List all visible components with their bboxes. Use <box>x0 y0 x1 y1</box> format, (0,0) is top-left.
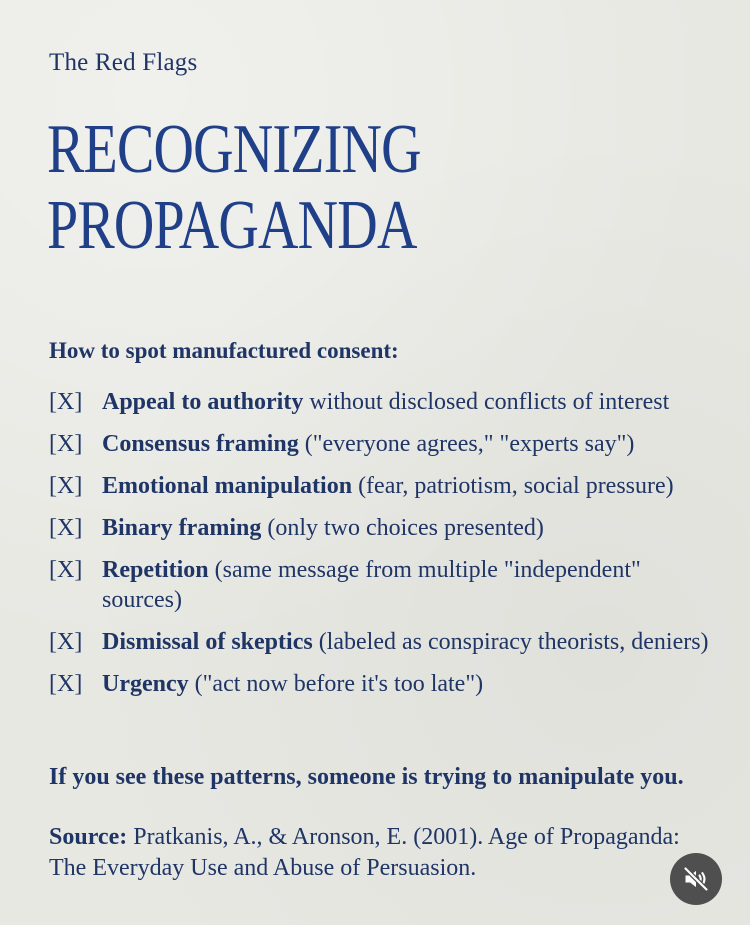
red-flags-list <box>49 387 709 711</box>
section-subhead: How to spot manufactured consent: <box>49 338 399 363</box>
list-item <box>49 555 709 615</box>
source-citation <box>49 822 719 884</box>
title-line-1: RECOGNIZING <box>47 111 421 188</box>
checkbox-marker: [X] <box>49 515 83 541</box>
checkbox-marker: [X] <box>49 629 83 655</box>
list-item <box>49 387 709 417</box>
list-item <box>49 513 709 543</box>
title-line-2: PROPAGANDA <box>47 187 417 264</box>
list-item-title: Dismissal of skeptics <box>102 629 313 655</box>
list-item <box>49 471 709 501</box>
list-item-detail: (labeled as conspiracy theorists, deniers) <box>312 629 709 655</box>
page-title <box>47 112 421 264</box>
list-item <box>49 627 709 657</box>
checkbox-marker: [X] <box>49 431 83 457</box>
list-item-title: Consensus framing <box>102 431 299 457</box>
list-item-detail: without disclosed conflicts of interest <box>303 389 670 415</box>
list-item-title: Emotional manipulation <box>102 473 353 499</box>
callout-statement: If you see these patterns, someone is trying to manipulate you. <box>49 764 684 790</box>
checkbox-marker: [X] <box>49 473 83 499</box>
list-item-detail: ("everyone agrees," "experts say") <box>298 431 635 457</box>
source-label: Source: <box>49 824 128 850</box>
list-item-detail: (fear, patriotism, social pressure) <box>352 473 674 499</box>
list-item-text <box>102 387 709 417</box>
list-item-text <box>102 513 709 543</box>
list-item-text <box>102 555 709 615</box>
list-item-detail: (only two choices presented) <box>261 515 544 541</box>
eyebrow-label: The Red Flags <box>49 49 198 76</box>
list-item-title: Urgency <box>102 671 189 697</box>
list-item-text <box>102 627 709 657</box>
source-text: Pratkanis, A., & Aronson, E. (2001). Age of Propaganda: The Everyday Use and Abuse of Persuasion. <box>49 824 680 881</box>
speaker-muted-icon <box>682 865 710 893</box>
list-item-detail: ("act now before it's too late") <box>188 671 484 697</box>
checkbox-marker: [X] <box>49 389 83 415</box>
list-item-text <box>102 669 709 699</box>
checkbox-marker: [X] <box>49 671 83 697</box>
mute-button[interactable] <box>670 853 722 905</box>
checkbox-marker: [X] <box>49 557 83 583</box>
list-item <box>49 669 709 699</box>
list-item-detail: (same message from multiple "independent" sources) <box>102 557 641 613</box>
list-item-text <box>102 429 709 459</box>
list-item-text <box>102 471 709 501</box>
list-item <box>49 429 709 459</box>
list-item-title: Repetition <box>102 557 209 583</box>
list-item-title: Appeal to authority <box>102 389 304 415</box>
list-item-title: Binary framing <box>102 515 262 541</box>
